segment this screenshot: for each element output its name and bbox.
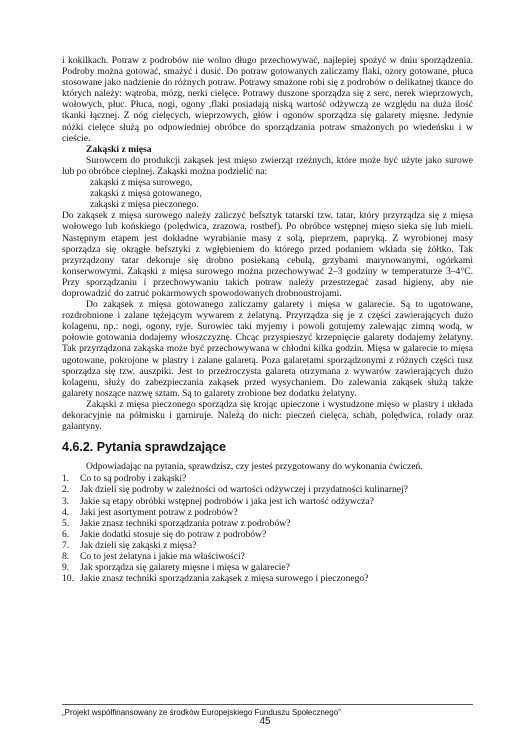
question-number: 9. (62, 562, 70, 574)
footer-divider (62, 704, 473, 705)
list-item (62, 507, 473, 518)
question-text: Co to są podroby i zakąski? (80, 473, 187, 485)
list-item (62, 496, 473, 507)
questions-list (62, 473, 473, 584)
question-number: 10. (62, 573, 74, 585)
page-number: 45 (259, 716, 271, 727)
paragraph-podroby: i kokilkach. Potraw z podrobów nie wolno długo przechowywać, najlepiej spożyć w dniu sporządzenia. Podroby można gotować, smażyć i dusić. Do potraw gotowanych zaliczamy flaki, ozory gotowane, płuca stosowane jako nadzienie do różnych potraw. Potrawy smażone robi się z podrobów o delikatnej tkance do których należy: wątroba, mózg, nerki cielęce. Potrawy duszone sporządza się z serc, nerek wieprzowych, wołowych, płuc. Płuca, nogi, ogony ,flaki posiadają niską wartość odżywczą ze względu na duża ilość tkanki łącznej. Z nóg cielęcych, wieprzowych, głów i ogonów sporządza się galarety mięsne. Jedynie nóżki cielęce służą po odpowiedniej obróbce do sporządzania potraw smażonych po wiedeńsku i w cieście. (62, 55, 473, 144)
list-item (62, 562, 473, 573)
list-item (62, 529, 473, 540)
list-item (62, 573, 473, 584)
question-text: Co to jest żelatyna i jakie ma właściwości? (80, 551, 245, 563)
list-item (62, 473, 473, 484)
paragraph-mieso-pieczone: Zakąski z mięsa pieczonego sporządza się krojąc upieczone i wystudzone mięso w plastry i układa dekoracyjnie na półmisku i garniruje. Należą do nich: pieczeń cielęca, schab, polędwica, rolady oraz galantyny. (62, 398, 473, 433)
question-number: 6. (62, 528, 70, 540)
question-text: Jak dzieli się podroby w zależności od wartości odżywczej i przydatności kulinarnej? (80, 484, 408, 496)
question-text: Jakie dodatki stosuje się do potraw z podrobów? (80, 528, 267, 540)
question-text: Jakie są etapy obróbki wstępnej podrobów i jaka jest ich wartość odżywcza? (80, 495, 374, 507)
question-text: Jak sporządza się galarety mięsne i mięsa w galarecie? (80, 562, 290, 574)
question-number: 4. (62, 506, 70, 518)
section-title: 4.6.2. Pytania sprawdzające (62, 440, 226, 455)
list-item (62, 518, 473, 529)
list-item-zakaski-type: zakąski z mięsa gotowanego, (90, 188, 202, 200)
subheading-zakaski: Zakąski z mięsa (86, 143, 152, 155)
question-text: Jaki jest asortyment potraw z podrobów? (80, 506, 238, 518)
question-number: 7. (62, 539, 70, 551)
question-text: Jakie znasz techniki sporządzania zakąsek z mięsa surowego i pieczonego? (80, 573, 369, 585)
list-item (62, 484, 473, 495)
question-number: 5. (62, 517, 70, 529)
paragraph-mieso-gotowane: Do zakąsek z mięsa gotowanego zaliczamy galarety i mięsa w galarecie. Są to ugotowane, rozdrobnione i zalane tężejącym wywarem z żelatyną. Przyrządza się je z części zawierających dużo kolagenu, np.: nogi, ogony, ryje. Surowiec taki myjemy i powoli gotujemy zalewając zimną wodą, w połowie gotowania dodajemy włoszczyznę. Chcąc przyspieszyć krzepnięcie galarety dodajemy żelatyny. Tak przyrządzona zakąska może być przechowywana w chłodni kilka godzin. Mięsa w galarecie to mięsa ugotowane, pokrojone w plastry i zalane galaretą. Poza galaretami sporządzonymi z różnych części tusz sporządza się tzw. auszpiki. Jest to przeźroczysta galareta otrzymana z wywarów zawierających dużo kolagenu, służy do zabezpieczania zakąsek przed wysychaniem. Do zalewania zakąsek służą także galarety noszące nazwę sztam. Są to galarety zrobione bez dodatku żelatyny. (62, 299, 473, 399)
question-number: 1. (62, 473, 70, 485)
footer-text: „Projekt współfinansowany ze środków Europejskiego Funduszu Społecznego” (62, 708, 341, 717)
question-number: 3. (62, 495, 70, 507)
list-item (62, 551, 473, 562)
question-text: Jak dzieli się zakąski z mięsa? (80, 539, 197, 551)
list-item-zakaski-type: zakąski z mięsa pieczonego. (90, 199, 199, 211)
paragraph-zakaski-intro: Surowcem do produkcji zakąsek jest mięso zwierząt rzeźnych, które może być użyte jako surowe lub po obróbce cieplnej. Zakąski można podzielić na: (62, 154, 473, 177)
list-item (62, 540, 473, 551)
questions-intro: Odpowiadając na pytania, sprawdzisz, czy jesteś przygotowany do wykonania ćwiczeń. (86, 461, 423, 473)
paragraph-mieso-surowe: Do zakąsek z mięsa surowego należy zaliczyć befsztyk tatarski tzw. tatar, który przyrządza się z mięsa wołowego lub końskiego (polędwica, zrazowa, rostbef). Po obróbce wstępnej mięso sieka się lub mieli. Następnym etapem jest dokładne wyrabianie masy z solą, pieprzem, papryką. Z wyrobionej masy sporządza się okrągłe befsztyki z wgłębieniem do którego przed podaniem wkłada się żółtko. Tak przyrządzony tatar dekoruje się drobno posiekaną cebulą, grzybami marynowanymi, ogórkami konserwowymi. Zakąski z mięsa surowego można przechowywać 2–3 godziny w temperaturze 3–4°C. Przy sporządzaniu i przechowywaniu takich potraw należy przestrzegać zasad higieny, aby nie doprowadzić do zatruć pokarmowych spowodowanych drobnoustrojami. (62, 210, 473, 299)
list-item-zakaski-type: zakąski z mięsa surowego, (90, 177, 193, 189)
question-text: Jakie znasz techniki sporządzania potraw z podrobów? (80, 517, 291, 529)
page-content (62, 55, 473, 584)
question-number: 2. (62, 484, 70, 496)
question-number: 8. (62, 551, 70, 563)
